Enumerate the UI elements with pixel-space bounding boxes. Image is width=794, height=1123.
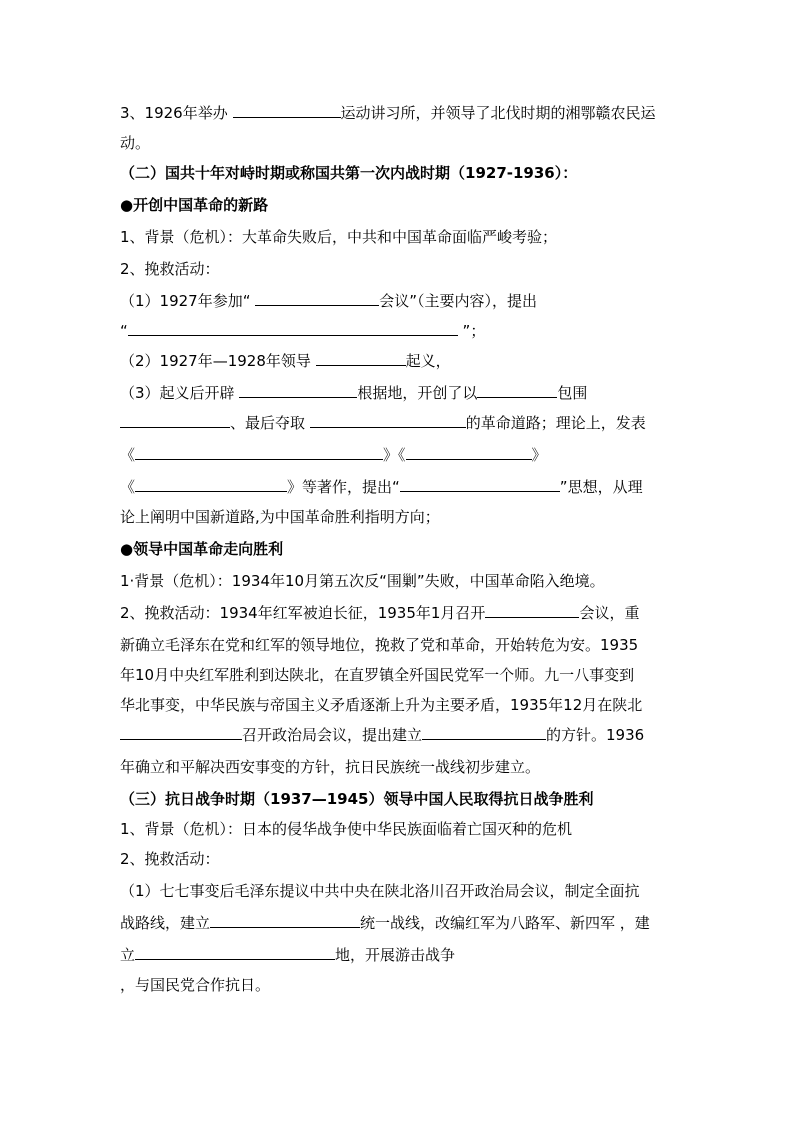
line-12-text-b: 》《 (383, 446, 406, 464)
line-23-text-a: （三）抗日战争时期（1937—1945）领导中国人民取得抗日战争胜利 (120, 790, 594, 808)
text-line-8 (120, 320, 680, 342)
text-line-2 (120, 132, 680, 154)
fill-blank-3[interactable] (128, 320, 458, 336)
line-9-text-a: （2）1927年—1928年领导 (120, 352, 316, 370)
text-line-19 (120, 664, 680, 686)
line-5-text-a: 1、背景（危机）：大革命失败后，中共和中国革命面临严峻考验； (120, 228, 558, 246)
fill-blank-10[interactable] (406, 444, 532, 460)
text-line-11 (120, 412, 680, 434)
line-13-text-a: 《 (120, 478, 136, 496)
line-15-text-a: ●领导中国革命走向胜利 (120, 540, 284, 558)
line-11-text-b: 的革命道路；理论上，发表 (465, 414, 646, 432)
text-line-10 (120, 382, 680, 404)
line-22-text-a: 年确立和平解决西安事变的方针，抗日民族统一战线初步建立。 (120, 758, 541, 776)
text-line-7 (120, 290, 680, 312)
fill-blank-7[interactable] (120, 412, 230, 428)
line-4-text-a: ●开创中国革命的新路 (120, 196, 269, 214)
text-line-21 (120, 724, 680, 746)
section-heading-3 (120, 788, 680, 810)
text-line-9 (120, 350, 680, 372)
fill-blank-17[interactable] (135, 944, 335, 960)
line-10-text-b: 根据地，开创了以 (357, 384, 478, 402)
text-line-29 (120, 974, 680, 996)
line-11-text-a: 、最后夺取 (230, 414, 310, 432)
fill-blank-14[interactable] (120, 724, 242, 740)
fill-blank-8[interactable] (310, 412, 466, 428)
line-19-text-a: 年10月中央红军胜利到达陕北，在直罗镇全歼国民党军一个师。九一八事变到 (120, 666, 635, 684)
line-18-text-a: 新确立毛泽东在党和红军的领导地位，挽救了党和革命，开始转危为安。1935 (120, 636, 639, 654)
line-9-text-b: 起义， (405, 352, 451, 370)
line-17-text-b: 会议，重 (579, 604, 640, 622)
text-line-13 (120, 476, 680, 498)
fill-blank-2[interactable] (255, 290, 379, 306)
fill-blank-15[interactable] (422, 724, 546, 740)
text-line-25 (120, 848, 680, 870)
line-13-text-c: ”思想，从理 (559, 478, 643, 496)
line-12-text-c: 》 (531, 446, 547, 464)
fill-blank-16[interactable] (210, 912, 360, 928)
line-10-text-c: 包围 (557, 384, 588, 402)
text-line-27 (120, 912, 680, 934)
line-10-text-a: （3）起义后开辟 (120, 384, 240, 402)
subheading-victory (120, 538, 680, 560)
line-7-text-a: （1）1927年参加“ (120, 292, 256, 310)
line-20-text-a: 华北事变，中华民族与帝国主义矛盾逐渐上升为主要矛盾，1935年12月在陕北 (120, 696, 643, 714)
text-line-18 (120, 634, 680, 656)
line-13-text-b: 》等著作，提出“ (287, 478, 400, 496)
text-line-24 (120, 818, 680, 840)
fill-blank-4[interactable] (316, 350, 406, 366)
line-6-text-a: 2、挽救活动： (120, 260, 220, 278)
line-16-text-a: 1·背景（危机）：1934年10月第五次反“围剿”失败，中国革命陷入绝境。 (120, 572, 605, 590)
line-12-text-a: 《 (120, 446, 136, 464)
text-line-17 (120, 602, 680, 624)
fill-blank-6[interactable] (477, 382, 557, 398)
fill-blank-1[interactable] (233, 102, 341, 118)
section-heading-2 (120, 162, 680, 184)
line-3-text-a: （二）国共十年对峙时期或称国共第一次内战时期（1927-1936）： (120, 164, 578, 182)
line-1-text-b: 运动讲习所，并领导了北伐时期的湘鄂赣农民运 (340, 104, 656, 122)
text-line-12 (120, 444, 680, 466)
line-27-text-a: 战路线，建立 (120, 914, 211, 932)
line-8-text-a: “ (120, 322, 128, 340)
text-line-26 (120, 880, 680, 902)
subheading-new-path (120, 194, 680, 216)
line-24-text-a: 1、背景（危机）：日本的侵华战争使中华民族面临着亡国灭种的危机 (120, 820, 573, 838)
fill-blank-13[interactable] (485, 602, 579, 618)
line-17-text-a: 2、挽救活动：1934年红军被迫长征，1935年1月召开 (120, 604, 486, 622)
line-7-text-b: 会议”（主要内容），提出 (379, 292, 538, 310)
line-2-text-a: 动。 (120, 134, 151, 152)
line-14-text-a: 论上阐明中国新道路,为中国革命胜利指明方向； (120, 508, 440, 526)
line-26-text-a: （1）七七事变后毛泽东提议中共中央在陕北洛川召开政治局会议，制定全面抗 (120, 882, 640, 900)
text-line-5 (120, 226, 680, 248)
line-28-text-b: 地，开展游击战争 (335, 946, 456, 964)
fill-blank-9[interactable] (135, 444, 383, 460)
fill-blank-11[interactable] (135, 476, 287, 492)
text-line-6 (120, 258, 680, 280)
line-21-text-b: 的方针。1936 (546, 726, 645, 744)
line-1-text-a: 3、1926年举办 (120, 104, 233, 122)
text-line-1 (120, 102, 680, 124)
line-28-text-a: 立 (120, 946, 136, 964)
text-line-14 (120, 506, 680, 528)
line-25-text-a: 2、挽救活动： (120, 850, 220, 868)
fill-blank-5[interactable] (239, 382, 357, 398)
line-21-text-a: 召开政治局会议，提出建立 (242, 726, 423, 744)
line-27-text-b: 统一战线，改编红军为八路军、新四军 ，建 (360, 914, 650, 932)
text-line-20 (120, 694, 680, 716)
line-29-text-a: ，与国民党合作抗日。 (120, 976, 271, 994)
line-8-text-b: ”； (457, 322, 486, 340)
fill-blank-12[interactable] (400, 476, 560, 492)
text-line-28 (120, 944, 680, 966)
text-line-22 (120, 756, 680, 778)
text-line-16 (120, 570, 680, 592)
